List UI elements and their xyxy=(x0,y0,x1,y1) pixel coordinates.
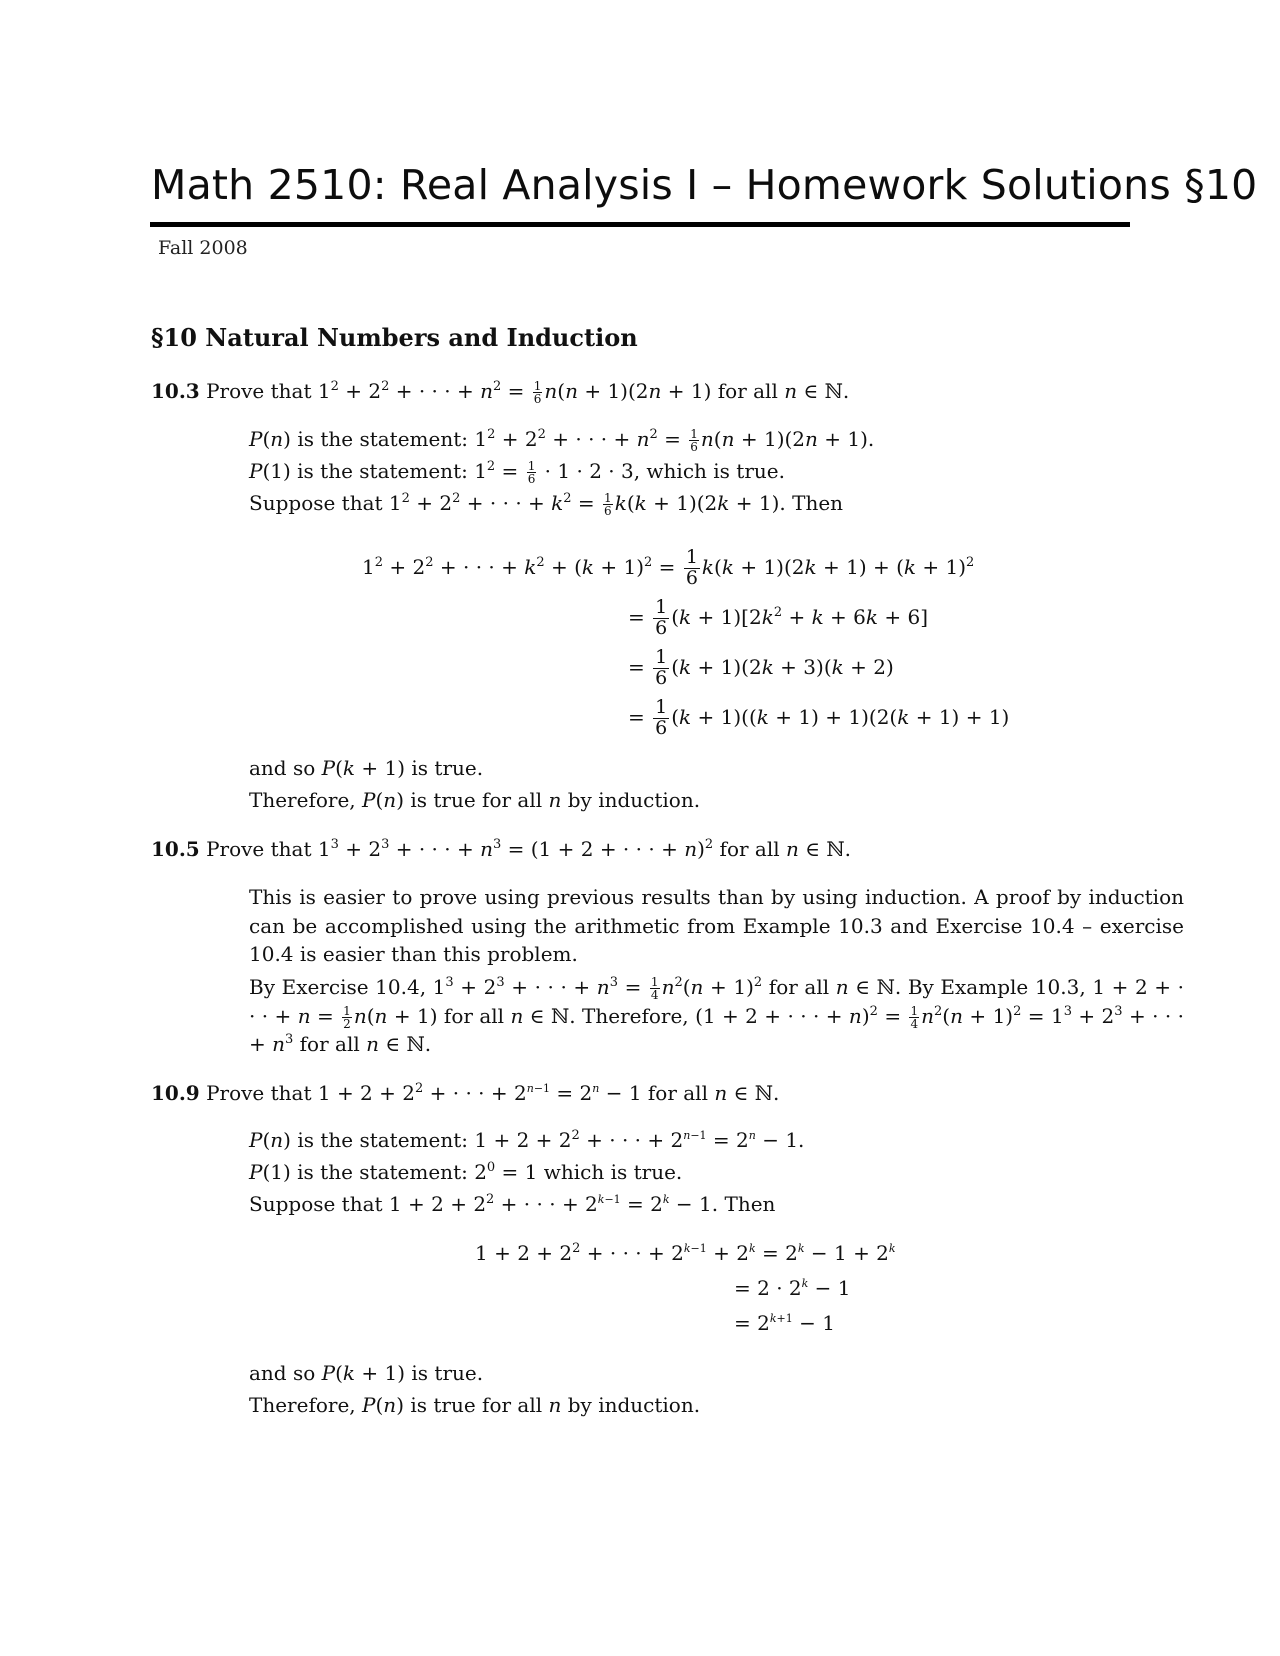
problem-10-9-line-3: Suppose that $1 + 2 + 2^2$ + · · · + $2^{k-1} = 2^k - 1$. Then xyxy=(249,1192,776,1216)
problem-number: 10.5 xyxy=(151,837,200,861)
problem-10-9-line-2: P(1) is the statement: $2^0 = 1$ which is true. xyxy=(249,1160,683,1184)
problem-10-3-display-1: $1^2 + 2^2$ + · · · + $k^2 + (k + 1)^2$ = $\frac{1}{6}$ $k(k + 1)(2k + 1) + (k + 1)^2$ xyxy=(362,546,975,589)
problem-10-9-display-2: = $2 \cdot 2^k - 1$ xyxy=(734,1276,851,1300)
problem-10-3-statement: 10.3 Prove that $1^2 + 2^2$ + · · · + $n^2$ = $\frac{1}{6}$ n(n + 1)(2n + 1) for all n ∈ ℕ. xyxy=(151,379,850,406)
problem-10-9-display-3: = $2^{k+1} - 1$ xyxy=(734,1311,835,1335)
problem-number: 10.3 xyxy=(151,379,200,403)
problem-10-9-line-1: P(n) is the statement: $1 + 2 + 2^2$ + · · · + $2^{n-1} = 2^n - 1$. xyxy=(249,1128,805,1152)
problem-10-5-paragraph-2: By Exercise 10.4, $1^3 + 2^3$ + · · · + $n^3$ = $\frac{1}{4}$ $n^2(n + 1)^2$ for all n ∈ ℕ. By Example 10.3, 1 + 2 + · · · + n = $\frac{1}{2}$ n(n + 1) for all n ∈ ℕ. Therefore, (1 + 2 + · · · + n)$^2$ = $\frac{1}{4}$ $n^2(n + 1)^2 = 1^3 + 2^3$ + · · · + $n^3$ for all n ∈ ℕ. xyxy=(249,975,1185,1056)
problem-10-3-display-4: = $\frac{1}{6}$ (k + 1)((k + 1) + 1)(2(k + 1) + 1) xyxy=(628,696,1010,739)
problem-10-9-conclusion-1: and so P(k + 1) is true. xyxy=(249,1361,484,1385)
document-date: Fall 2008 xyxy=(158,237,248,259)
problem-10-3-display-2: = $\frac{1}{6}$ $(k + 1)[2k^2 + k + 6k + 6]$ xyxy=(628,596,929,639)
problem-10-3-conclusion-1: and so P(k + 1) is true. xyxy=(249,756,484,780)
title-rule xyxy=(150,222,1130,227)
problem-10-5-statement: 10.5 Prove that $1^3 + 2^3$ + · · · + $n^3 = (1 + 2$ + · · · + n)$^2$ for all n ∈ ℕ. xyxy=(151,837,852,861)
problem-10-3-display-3: = $\frac{1}{6}$ (k + 1)(2k + 3)(k + 2) xyxy=(628,646,894,689)
problem-10-5-paragraph-1: This is easier to prove using previous results than by using induction. A proof by induction can be accomplished using the arithmetic from Example 10.3 and Exercise 10.4 – exercise 10.4 is easier than this problem. xyxy=(249,885,1184,966)
problem-10-3-line-1: P(n) is the statement: $1^2 + 2^2$ + · · · + $n^2$ = $\frac{1}{6}$ n(n + 1)(2n + 1). xyxy=(249,427,875,454)
section-heading: §10 Natural Numbers and Induction xyxy=(151,323,638,352)
problem-10-3-conclusion-2: Therefore, P(n) is true for all n by induction. xyxy=(249,788,701,812)
problem-10-3-line-2: P(1) is the statement: $1^2$ = $\frac{1}{6}$ · 1 · 2 · 3, which is true. xyxy=(249,459,785,486)
problem-10-9-display-1: $1 + 2 + 2^2$ + · · · + $2^{k-1} + 2^k = 2^k - 1 + 2^k$ xyxy=(475,1241,896,1265)
problem-10-9-statement: 10.9 Prove that $1 + 2 + 2^2$ + · · · + $2^{n-1} = 2^n - 1$ for all n ∈ ℕ. xyxy=(151,1081,780,1105)
document-title: Math 2510: Real Analysis I – Homework Solutions §10 xyxy=(151,161,1258,209)
problem-number: 10.9 xyxy=(151,1081,200,1105)
problem-10-3-line-3: Suppose that $1^2 + 2^2$ + · · · + $k^2$ = $\frac{1}{6}$ k(k + 1)(2k + 1). Then xyxy=(249,491,844,518)
problem-10-9-conclusion-2: Therefore, P(n) is true for all n by induction. xyxy=(249,1393,701,1417)
